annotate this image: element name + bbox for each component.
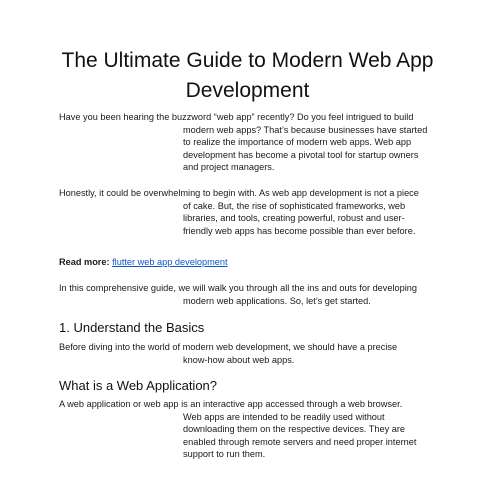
honestly-first-line: Honestly, it could be overwhelming to begin with. As web app development is not a piece — [59, 188, 419, 198]
document-title: The Ultimate Guide to Modern Web App Development — [61, 49, 434, 102]
honestly-rest: of cake. But, the rise of sophisticated frameworks, web libraries, and tools, creating powerful, robust and user-friendly web apps has become possible than ever before. — [183, 200, 416, 236]
comprehensive-rest: modern web applications. So, let’s get started. — [183, 295, 371, 306]
basics-paragraph — [59, 341, 433, 366]
read-more-link[interactable]: flutter web app development — [112, 257, 228, 267]
honestly-paragraph — [59, 187, 433, 237]
web-application-first-line: A web application or web app is an interactive app accessed through a web browser. — [59, 399, 403, 409]
read-more-label: Read more: — [59, 257, 110, 267]
intro-paragraph — [59, 111, 433, 174]
basics-first-line: Before diving into the world of modern web development, we should have a precise — [59, 342, 398, 352]
basics-rest: know-how about web apps. — [183, 354, 295, 365]
web-application-rest: Web apps are intended to be readily used without downloading them on the respective devices. They are enabled through remote servers and need proper internet support to run them. — [183, 411, 417, 460]
section-heading-basics: 1. Understand the Basics — [59, 320, 205, 335]
intro-first-line: Have you been hearing the buzzword “web app” recently? Do you feel intrigued to build — [59, 112, 414, 122]
intro-rest: modern web apps? That’s because businesses have started to realize the importance of modern web apps. Web app development has become a pivotal tool for startup owners and project managers. — [183, 124, 428, 173]
comprehensive-paragraph — [59, 282, 433, 307]
web-application-paragraph — [59, 398, 433, 461]
comprehensive-first-line: In this comprehensive guide, we will walk you through all the ins and outs for developing — [59, 283, 418, 293]
section-heading-web-application: What is a Web Application? — [59, 378, 218, 393]
read-more-line — [59, 256, 228, 269]
